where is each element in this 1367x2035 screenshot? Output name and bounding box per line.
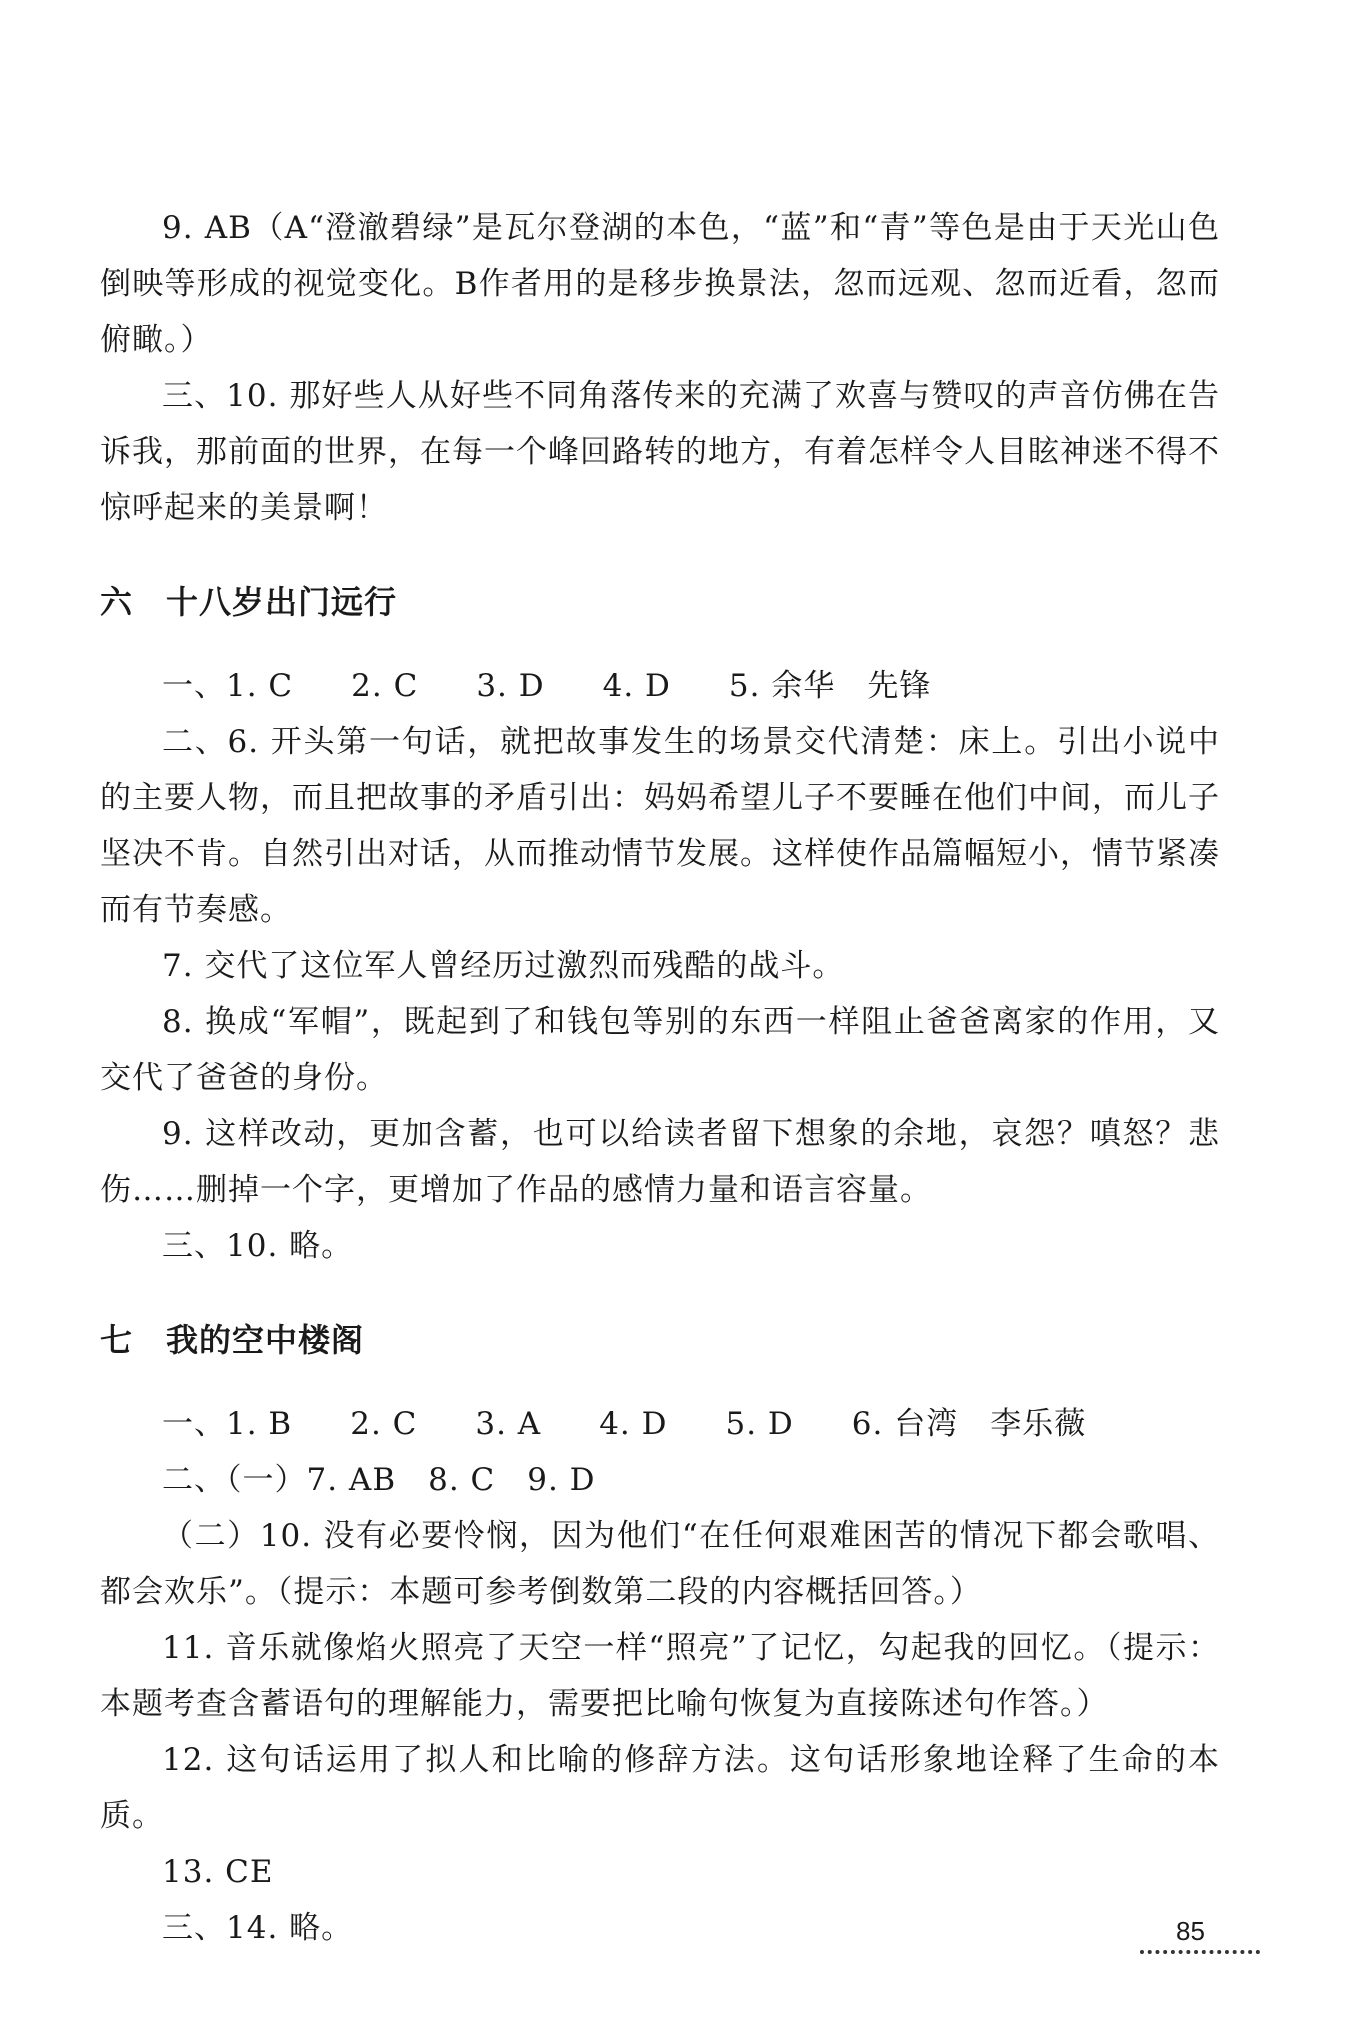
mc-answer: 一、1. C: [162, 668, 294, 704]
mc-answer: 5. 余华 先锋: [728, 668, 932, 704]
answer-q10-prev: 三、10. 那好些人从好些不同角落传来的充满了欢喜与赞叹的声音仿佛在告诉我，那前面的世界，在每一个峰回路转的地方，有着怎样令人目眩神迷不得不惊呼起来的美景啊！: [100, 378, 1220, 526]
mc-answer: 2. C: [351, 668, 419, 704]
mc-answer: 6. 台湾 李乐薇: [851, 1406, 1087, 1442]
mc-answer: 一、1. B: [162, 1406, 293, 1442]
answer-7-q13: 13. CE: [162, 1854, 274, 1890]
page-number: 85: [1176, 1916, 1205, 1946]
answer-7-q11: 11. 音乐就像焰火照亮了天空一样“照亮”了记忆，勾起我的回忆。（提示：本题考查含蓄语句的理解能力，需要把比喻句恢复为直接陈述句作答。）: [100, 1630, 1220, 1722]
mc-answer: 4. D: [599, 1406, 668, 1442]
section-title-7: 七 我的空中楼阁: [100, 1321, 365, 1359]
answer-6-q6: 二、6. 开头第一句话，就把故事发生的场景交代清楚：床上。引出小说中的主要人物，而且把故事的矛盾引出：妈妈希望儿子不要睡在他们中间，而儿子坚决不肯。自然引出对话，从而推动情节发展。这样使作品篇幅短小，情节紧凑而有节奏感。: [100, 724, 1220, 928]
answer-6-q10: 三、10. 略。: [162, 1228, 354, 1264]
answer-7-part1: 二、（一）7. AB 8. C 9. D: [162, 1462, 596, 1498]
mc-answer: 3. A: [475, 1406, 542, 1442]
answer-7-q10: （二）10. 没有必要怜悯，因为他们“在任何艰难困苦的情况下都会歌唱、都会欢乐”。（提示：本题可参考倒数第二段的内容概括回答。）: [100, 1518, 1220, 1610]
answer-key-page: [100, 200, 1220, 1956]
answer-6-q9: 9. 这样改动，更加含蓄，也可以给读者留下想象的余地，哀怨？嗔怒？悲伤……删掉一个字，更增加了作品的感情力量和语言容量。: [100, 1116, 1220, 1208]
answer-q9-prev: 9. AB（A“澄澈碧绿”是瓦尔登湖的本色，“蓝”和“青”等色是由于天光山色倒映等形成的视觉变化。B作者用的是移步换景法，忽而远观、忽而近看，忽而俯瞰。）: [100, 210, 1220, 358]
mc-answer: 3. D: [476, 668, 545, 704]
mc-answer: 5. D: [725, 1406, 794, 1442]
mc-answer: 4. D: [602, 668, 671, 704]
answer-mc-row-7: [100, 1396, 1220, 1452]
answer-6-q8: 8. 换成“军帽”，既起到了和钱包等别的东西一样阻止爸爸离家的作用，又交代了爸爸的身份。: [100, 1004, 1220, 1096]
answer-7-q12: 12. 这句话运用了拟人和比喻的修辞方法。这句话形象地诠释了生命的本质。: [100, 1742, 1220, 1834]
answer-6-q7: 7. 交代了这位军人曾经历过激烈而残酷的战斗。: [162, 948, 845, 984]
section-title-6: 六 十八岁出门远行: [100, 583, 398, 621]
mc-answer: 2. C: [350, 1406, 418, 1442]
page-number-dots: [1140, 1950, 1260, 1954]
answer-7-q14: 三、14. 略。: [162, 1910, 354, 1946]
answer-mc-row-6: [100, 658, 1220, 714]
